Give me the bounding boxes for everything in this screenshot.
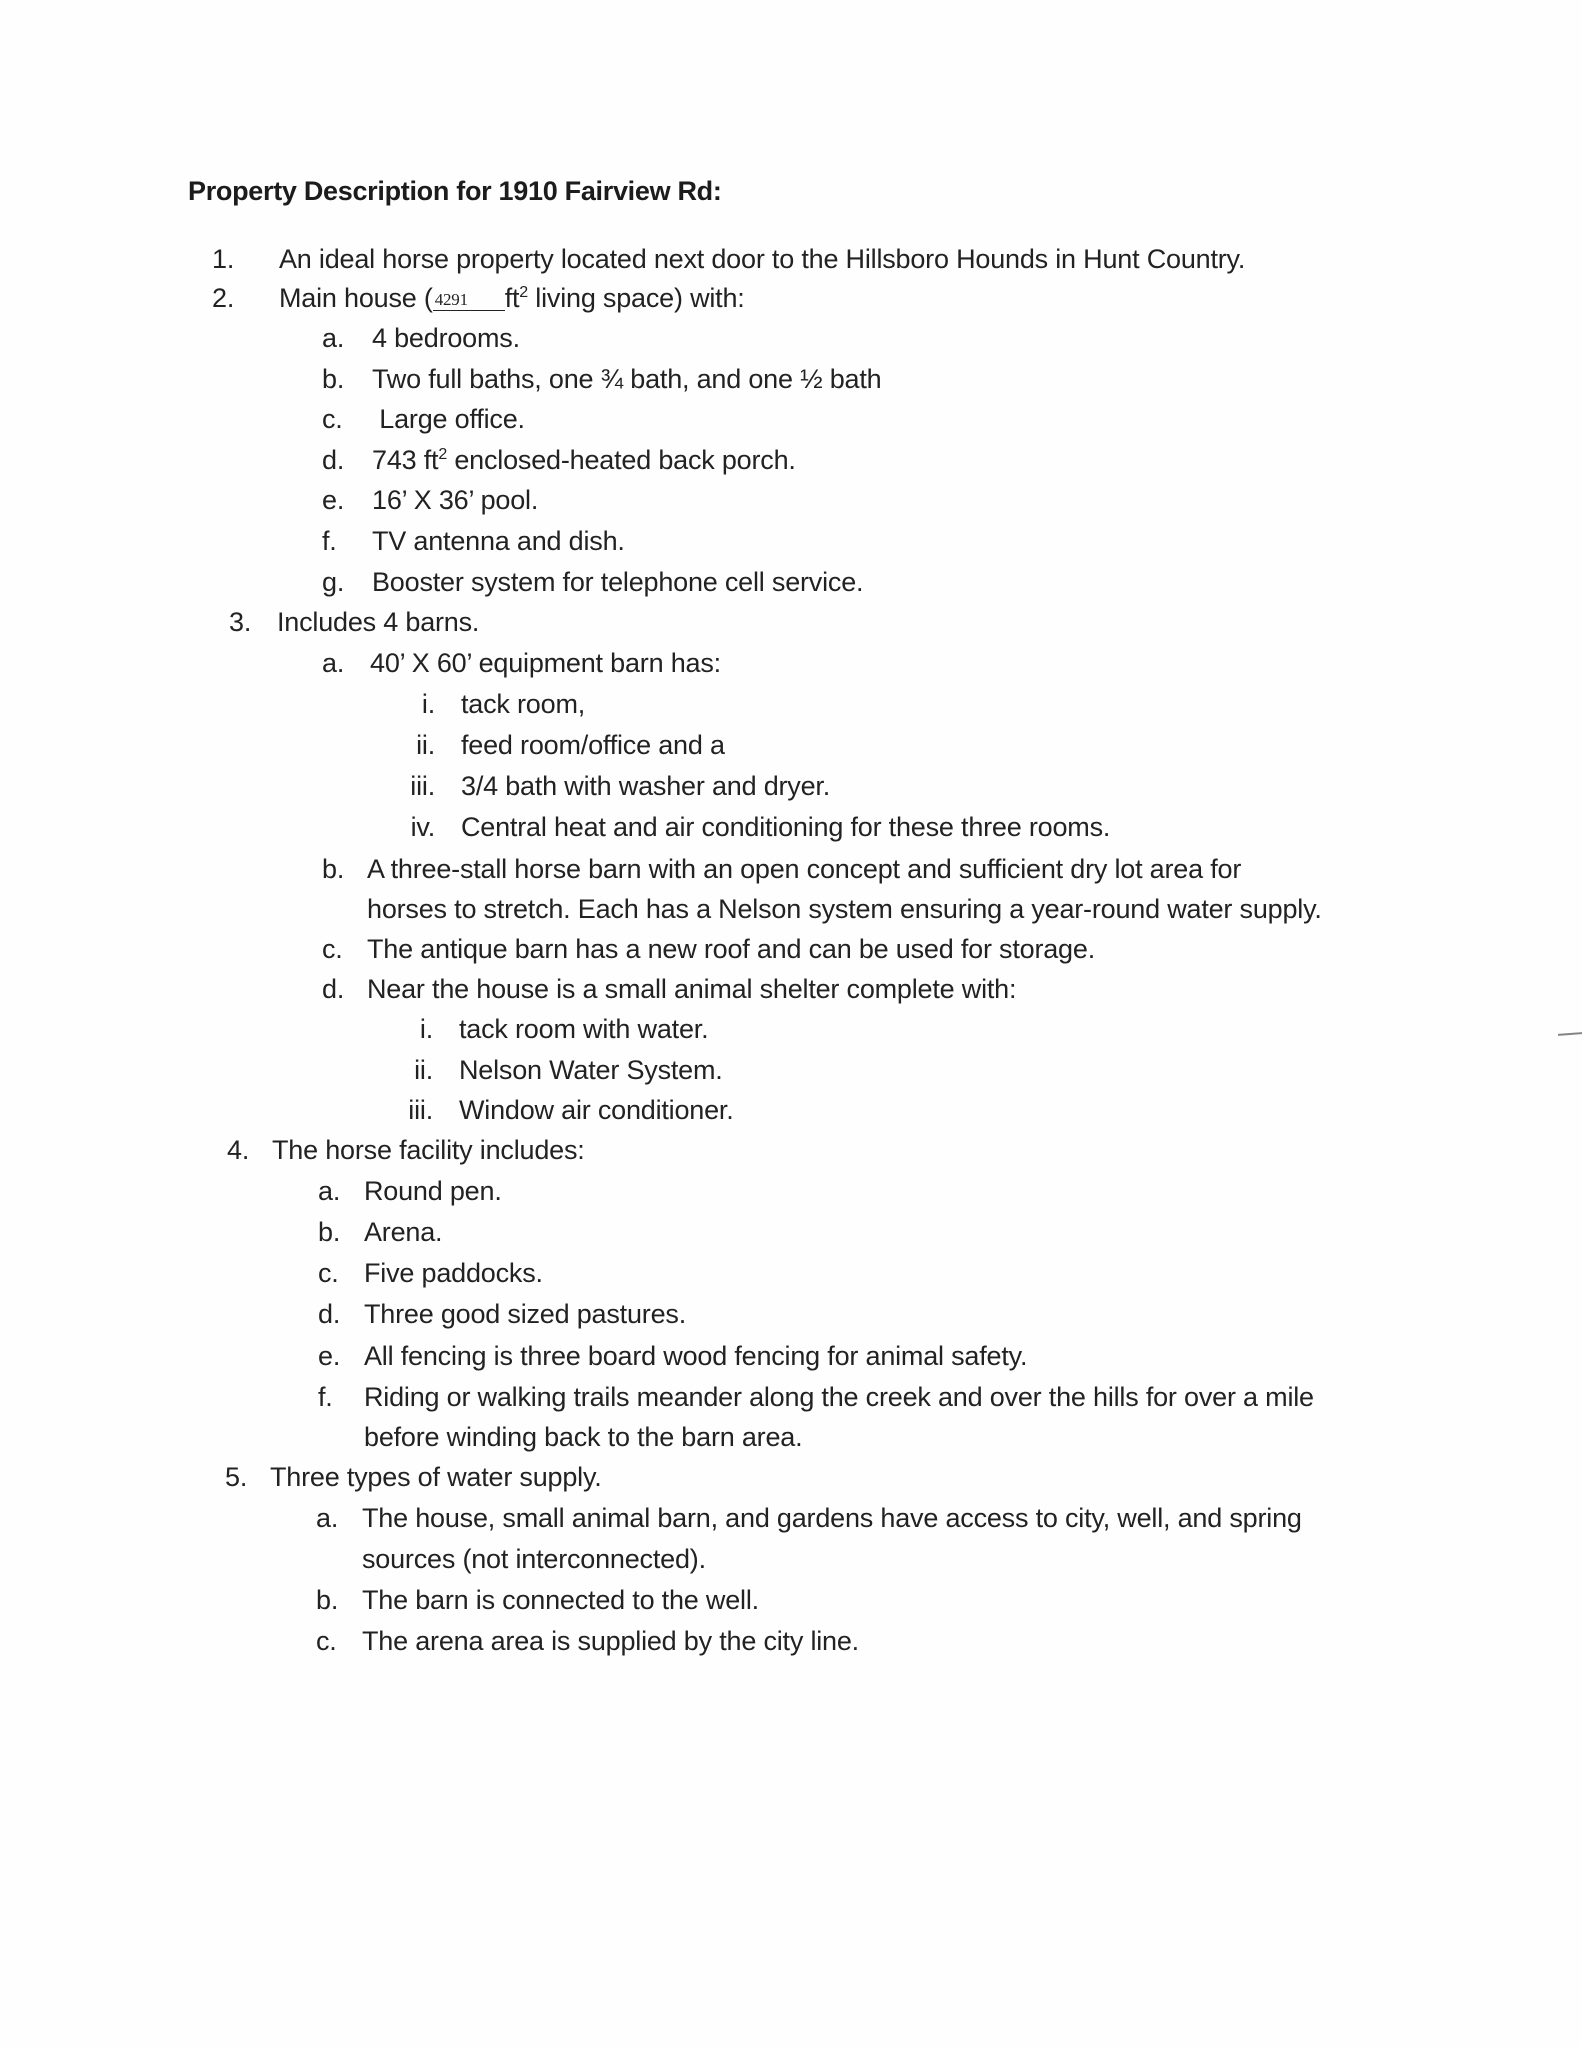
list-marker: ii. bbox=[416, 730, 435, 760]
list-marker: d. bbox=[318, 1299, 341, 1329]
list-marker: f. bbox=[322, 526, 337, 556]
list-marker: ii. bbox=[414, 1055, 433, 1085]
list-marker: a. bbox=[316, 1503, 339, 1533]
list-text: Five paddocks. bbox=[364, 1258, 543, 1288]
list-text bbox=[279, 282, 745, 314]
unit-superscript: 2 bbox=[519, 284, 528, 301]
list-text: Two full baths, one ¾ bath, and one ½ bath bbox=[372, 364, 882, 394]
list-marker: i. bbox=[421, 689, 435, 719]
list-text: Round pen. bbox=[364, 1176, 502, 1206]
text-fragment: living space) with: bbox=[528, 283, 745, 313]
list-text: The horse facility includes: bbox=[272, 1135, 585, 1165]
list-marker: iii. bbox=[410, 771, 435, 801]
list-text: A three-stall horse barn with an open concept and sufficient dry lot area for bbox=[367, 854, 1242, 884]
list-marker: b. bbox=[318, 1217, 341, 1247]
list-marker: 3. bbox=[229, 607, 252, 637]
list-text-continuation: horses to stretch. Each has a Nelson system ensuring a year-round water supply. bbox=[367, 894, 1322, 924]
list-marker: b. bbox=[322, 364, 345, 394]
list-marker: c. bbox=[318, 1258, 339, 1288]
scan-artifact-mark bbox=[1558, 1032, 1582, 1036]
list-text: Three types of water supply. bbox=[270, 1462, 602, 1492]
list-text: Central heat and air conditioning for these three rooms. bbox=[461, 812, 1111, 842]
list-marker: c. bbox=[322, 934, 343, 964]
list-text: The house, small animal barn, and gardens have access to city, well, and spring bbox=[362, 1503, 1302, 1533]
living-space-fill-value: 4291 bbox=[433, 290, 505, 311]
document-title: Property Description for 1910 Fairview Rd: bbox=[188, 176, 722, 206]
list-text: The barn is connected to the well. bbox=[362, 1585, 759, 1615]
list-marker: b. bbox=[316, 1585, 339, 1615]
list-marker: 5. bbox=[225, 1462, 248, 1492]
list-marker: c. bbox=[322, 404, 343, 434]
list-text-continuation: sources (not interconnected). bbox=[362, 1544, 706, 1574]
list-text: 16’ X 36’ pool. bbox=[372, 485, 539, 515]
list-text: Nelson Water System. bbox=[459, 1055, 723, 1085]
list-marker: b. bbox=[322, 854, 345, 884]
list-text: TV antenna and dish. bbox=[372, 526, 625, 556]
list-text: tack room, bbox=[461, 689, 586, 719]
list-marker: 1. bbox=[212, 244, 235, 274]
list-marker: 2. bbox=[212, 283, 235, 313]
list-marker: 4. bbox=[227, 1135, 250, 1165]
list-text: tack room with water. bbox=[459, 1014, 709, 1044]
list-text: 4 bedrooms. bbox=[372, 323, 520, 353]
list-text: An ideal horse property located next door to the Hillsboro Hounds in Hunt Country. bbox=[279, 244, 1246, 274]
list-marker: a. bbox=[322, 323, 345, 353]
list-text: Booster system for telephone cell service. bbox=[372, 567, 864, 597]
list-text: 40’ X 60’ equipment barn has: bbox=[370, 648, 721, 678]
list-text: All fencing is three board wood fencing for animal safety. bbox=[364, 1341, 1028, 1371]
text-fragment: enclosed-heated back porch. bbox=[447, 445, 796, 475]
list-text: Includes 4 barns. bbox=[277, 607, 480, 637]
list-text: The arena area is supplied by the city line. bbox=[362, 1626, 859, 1656]
list-marker: i. bbox=[419, 1014, 433, 1044]
list-marker: e. bbox=[318, 1341, 341, 1371]
list-text: Three good sized pastures. bbox=[364, 1299, 686, 1329]
list-text: Arena. bbox=[364, 1217, 443, 1247]
list-marker: iii. bbox=[408, 1095, 433, 1125]
text-fragment: Main house ( bbox=[279, 283, 433, 313]
list-text: 3/4 bath with washer and dryer. bbox=[461, 771, 831, 801]
list-marker: a. bbox=[322, 648, 345, 678]
list-marker: f. bbox=[318, 1382, 333, 1412]
list-text: Riding or walking trails meander along the creek and over the hills for over a mile bbox=[364, 1382, 1314, 1412]
list-text: feed room/office and a bbox=[461, 730, 725, 760]
unit-superscript: 2 bbox=[438, 446, 448, 463]
list-text: The antique barn has a new roof and can be used for storage. bbox=[367, 934, 1095, 964]
list-text: Window air conditioner. bbox=[459, 1095, 734, 1125]
list-text bbox=[372, 444, 796, 476]
list-marker: a. bbox=[318, 1176, 341, 1206]
list-marker: g. bbox=[322, 567, 345, 597]
list-text: Large office. bbox=[372, 404, 525, 434]
list-marker: d. bbox=[322, 445, 345, 475]
list-marker: iv. bbox=[410, 812, 435, 842]
list-marker: c. bbox=[316, 1626, 337, 1656]
list-marker: e. bbox=[322, 485, 345, 515]
unit: ft bbox=[504, 283, 520, 313]
list-text: Near the house is a small animal shelter complete with: bbox=[367, 974, 1017, 1004]
list-text-continuation: before winding back to the barn area. bbox=[364, 1422, 803, 1452]
list-marker: d. bbox=[322, 974, 345, 1004]
text-fragment: 743 ft bbox=[372, 445, 439, 475]
